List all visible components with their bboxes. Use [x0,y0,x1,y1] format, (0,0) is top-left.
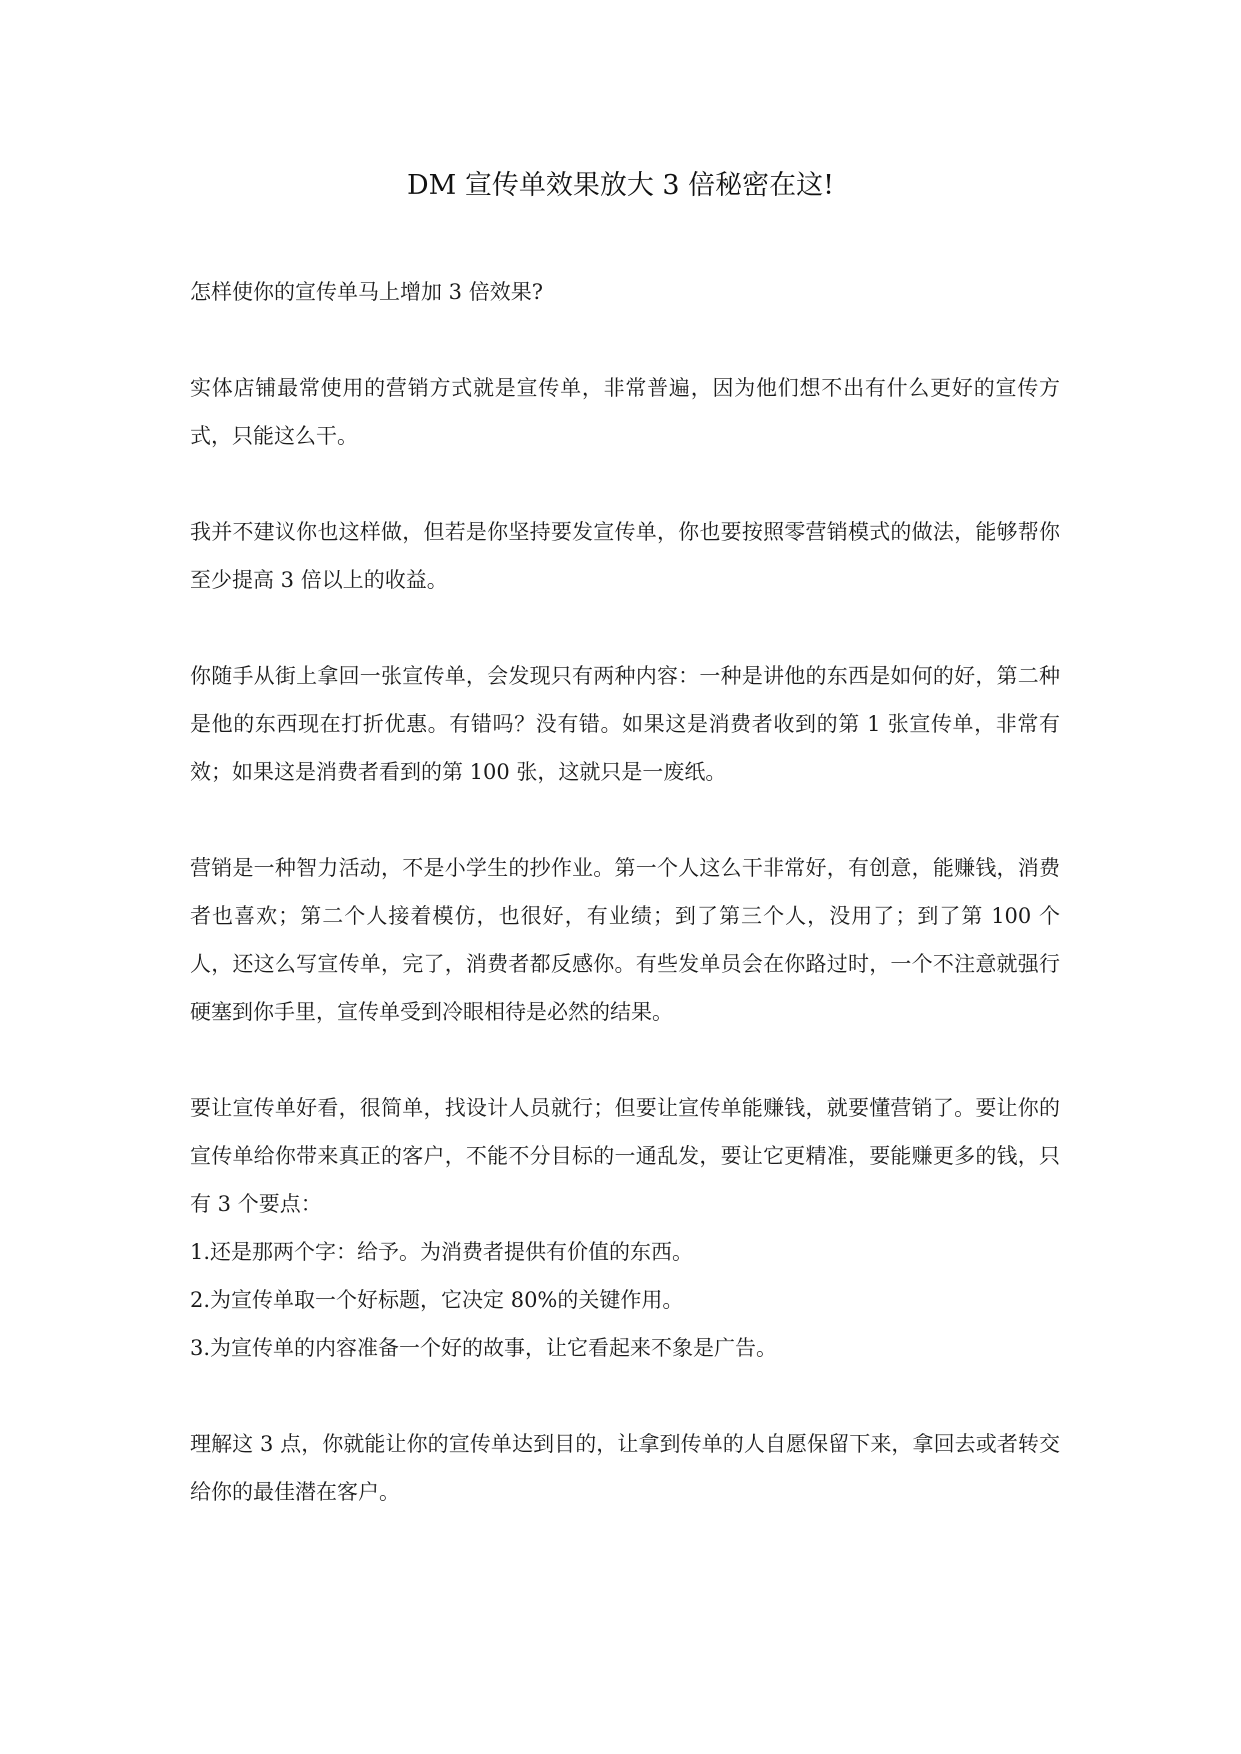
paragraph-gap [190,604,1060,652]
paragraph-gap [190,796,1060,844]
paragraph-content-types: 你随手从街上拿回一张宣传单，会发现只有两种内容：一种是讲他的东西是如何的好，第二种是他的东西现在打折优惠。有错吗？没有错。如果这是消费者收到的第 1 张宣传单，非常有效；如果这是消费者看到的第 100 张，这就只是一废纸。 [190,664,1060,784]
paragraph-gap [190,316,1060,364]
paragraph-key-points: 要让宣传单好看，很简单，找设计人员就行；但要让宣传单能赚钱，就要懂营销了。要让你的宣传单给你带来真正的客户，不能不分目标的一通乱发，要让它更精准，要能赚更多的钱，只有 3 个要点： [190,1096,1060,1216]
document-title: DM 宣传单效果放大 3 倍秘密在这! [406,170,835,201]
paragraph-gap [190,1036,1060,1084]
paragraph-closing: 理解这 3 点，你就能让你的宣传单达到目的，让拿到传单的人自愿保留下来，拿回去或者转交给你的最佳潜在客户。 [190,1432,1060,1504]
paragraph-advice: 我并不建议你也这样做，但若是你坚持要发宣传单，你也要按照零营销模式的做法，能够帮你至少提高 3 倍以上的收益。 [190,520,1060,592]
document-body [190,268,1060,1516]
paragraph-question: 怎样使你的宣传单马上增加 3 倍效果? [190,280,543,304]
paragraph-gap [190,1372,1060,1420]
paragraph-intro: 实体店铺最常使用的营销方式就是宣传单，非常普遍，因为他们想不出有什么更好的宣传方式，只能这么干。 [190,376,1060,448]
paragraph-gap [190,460,1060,508]
paragraph-marketing: 营销是一种智力活动，不是小学生的抄作业。第一个人这么干非常好，有创意，能赚钱，消费者也喜欢；第二个人接着模仿，也很好，有业绩；到了第三个人，没用了；到了第 100 个人，还这么写宣传单，完了，消费者都反感你。有些发单员会在你路过时，一个不注意就强行硬塞到你手里，宣传单受到冷眼相待是必然的结果。 [190,856,1060,1024]
list-item-2: 2.为宣传单取一个好标题，它决定 80%的关键作用。 [190,1288,684,1312]
list-item-3: 3.为宣传单的内容准备一个好的故事，让它看起来不象是广告。 [190,1336,778,1360]
list-item-1: 1.还是那两个字：给予。为消费者提供有价值的东西。 [190,1240,694,1264]
